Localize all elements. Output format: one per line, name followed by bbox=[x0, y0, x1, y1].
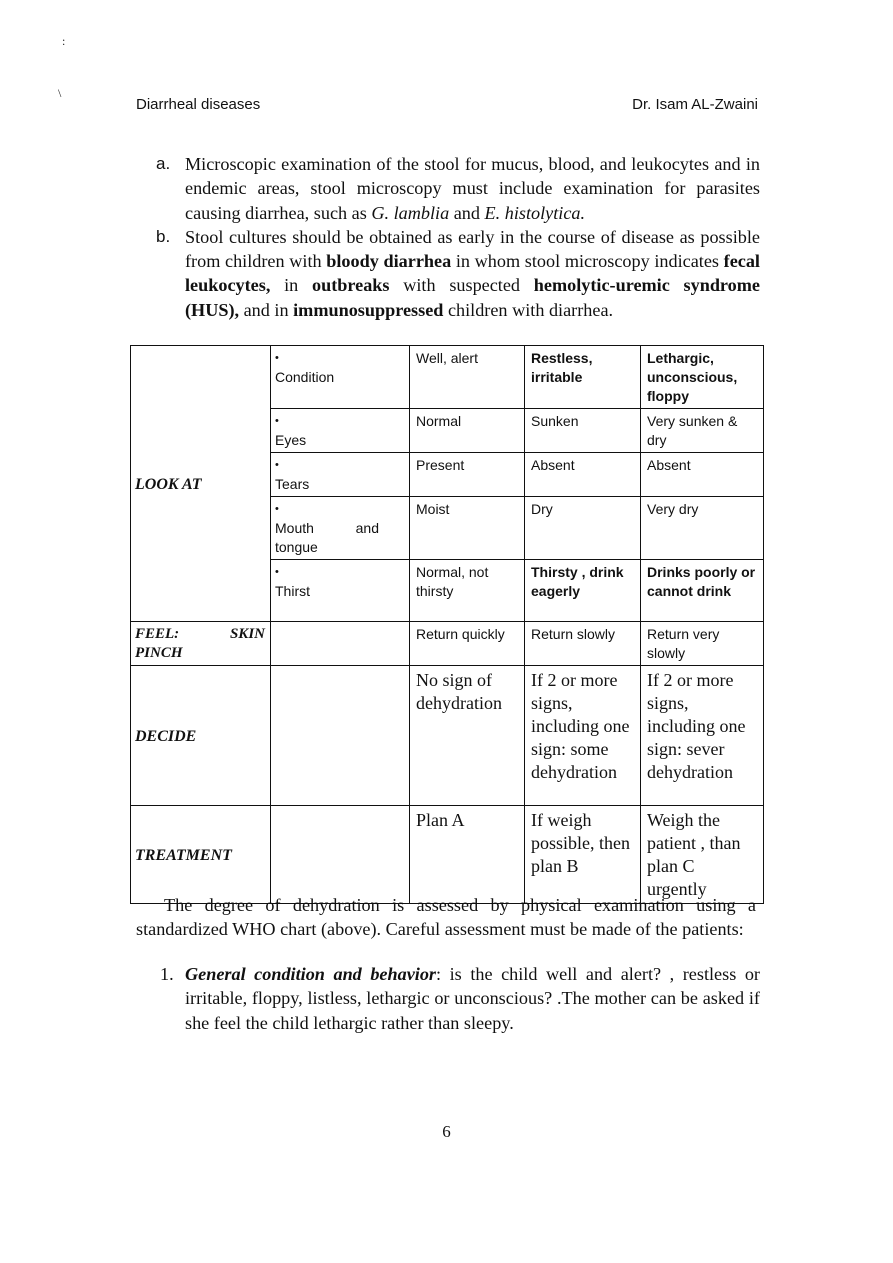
table-cell: Dry bbox=[525, 497, 641, 560]
list-item-label: a. bbox=[156, 154, 171, 173]
table-cell: Thirsty , drink eagerly bbox=[525, 560, 641, 622]
text-segment: hemolytic-uremic syndrome (HUS), bbox=[185, 275, 760, 320]
table-cell: Normal, not thirsty bbox=[410, 560, 525, 622]
table-cell: Normal bbox=[410, 409, 525, 453]
header-title: Diarrheal diseases bbox=[136, 96, 261, 113]
dehydration-assessment-table bbox=[130, 345, 764, 904]
list-item-text bbox=[185, 154, 760, 223]
table-cell: Weigh the patient , than plan C urgently bbox=[641, 806, 764, 904]
page-number: 6 bbox=[442, 1122, 451, 1141]
table-cell: If 2 or more signs, including one sign: some dehydration bbox=[525, 666, 641, 806]
bullet-icon: • bbox=[275, 352, 279, 364]
table-cell: Return slowly bbox=[525, 622, 641, 666]
text-segment: E. histolytica. bbox=[484, 202, 586, 223]
text-segment: outbreaks bbox=[312, 275, 390, 296]
table-row bbox=[131, 346, 764, 409]
text-segment: immunosuppressed bbox=[293, 299, 444, 320]
table-cell-empty bbox=[271, 806, 410, 904]
table-cell: Well, alert bbox=[410, 346, 525, 409]
sign-cell-thirst: •Thirst bbox=[271, 560, 410, 622]
table-cell: Very dry bbox=[641, 497, 764, 560]
text-segment: fecal leukocytes, bbox=[185, 251, 760, 296]
page-mark-left: \ bbox=[58, 86, 62, 100]
text-segment: in bbox=[270, 275, 313, 296]
table-cell: Sunken bbox=[525, 409, 641, 453]
assessment-list bbox=[150, 962, 760, 1035]
text-segment: with suspected bbox=[389, 275, 534, 296]
table-cell-empty bbox=[271, 666, 410, 806]
row-header-treatment: TREATMENT bbox=[131, 806, 271, 904]
table-row bbox=[131, 666, 764, 806]
table-cell: Drinks poorly or cannot drink bbox=[641, 560, 764, 622]
page-mark-top: : bbox=[62, 34, 66, 48]
table-cell: Moist bbox=[410, 497, 525, 560]
table-cell: Absent bbox=[525, 453, 641, 497]
list-item bbox=[150, 152, 760, 225]
stool-tests-list bbox=[150, 152, 760, 322]
table-cell: Plan A bbox=[410, 806, 525, 904]
text-segment: Microscopic examination of the stool for mucus, blood, and leukocytes and in endemic areas, stool microscopy must include examination for parasites causing diarrhea, such as bbox=[185, 154, 760, 223]
sign-cell-tears: •Tears bbox=[271, 453, 410, 497]
list-item-text bbox=[185, 964, 760, 1033]
text-segment: General condition and behavior bbox=[185, 964, 437, 984]
text-segment: in whom stool microscopy indicates bbox=[451, 251, 724, 272]
assessment-paragraph: The degree of dehydration is assessed by physical examination using a standardized WHO chart (above). Careful assessment must be made of the patients: bbox=[136, 895, 756, 940]
bullet-icon: • bbox=[275, 459, 279, 471]
table-cell: Present bbox=[410, 453, 525, 497]
text-segment: : is the child well and alert? , restless or irritable, floppy, listless, lethargic or unconscious? .The mother can be asked if she feel the child lethargic rather than sleepy. bbox=[185, 964, 760, 1033]
table-cell: Return very slowly bbox=[641, 622, 764, 666]
text-segment: Stool cultures should be obtained as early in the course of disease as possible from children with bbox=[185, 226, 760, 272]
text-segment: and bbox=[449, 202, 485, 223]
text-segment: bloody diarrhea bbox=[326, 251, 452, 272]
list-item-label: 1. bbox=[160, 964, 174, 984]
table-cell: Absent bbox=[641, 453, 764, 497]
table-cell: Restless, irritable bbox=[525, 346, 641, 409]
row-header-look-at: LOOK AT bbox=[131, 346, 271, 622]
table-cell: Return quickly bbox=[410, 622, 525, 666]
text-segment: children with diarrhea. bbox=[443, 299, 614, 320]
table-cell: Lethargic, unconscious, floppy bbox=[641, 346, 764, 409]
sign-cell-eyes: •Eyes bbox=[271, 409, 410, 453]
table-cell-empty bbox=[271, 622, 410, 666]
sign-cell-mouth: •Mouth and tongue bbox=[271, 497, 410, 560]
table-row bbox=[131, 622, 764, 666]
table-cell: If weigh possible, then plan B bbox=[525, 806, 641, 904]
table-cell: Very sunken & dry bbox=[641, 409, 764, 453]
list-item-label: b. bbox=[156, 226, 171, 246]
bullet-icon: • bbox=[275, 415, 279, 427]
sign-cell-condition: •Condition bbox=[271, 346, 410, 409]
table-row bbox=[131, 806, 764, 904]
list-item-text bbox=[185, 227, 760, 320]
list-item bbox=[150, 225, 760, 322]
row-header-feel: FEEL: SKIN PINCH bbox=[131, 622, 271, 666]
text-segment: G. lamblia bbox=[371, 202, 450, 223]
header-author: Dr. Isam AL-Zwaini bbox=[632, 96, 758, 113]
row-header-decide: DECIDE bbox=[131, 666, 271, 806]
table-cell: If 2 or more signs, including one sign: sever dehydration bbox=[641, 666, 764, 806]
list-item bbox=[150, 962, 760, 1035]
text-segment: and in bbox=[239, 299, 294, 320]
table-cell: No sign of dehydration bbox=[410, 666, 525, 806]
bullet-icon: • bbox=[275, 503, 279, 515]
bullet-icon: • bbox=[275, 566, 279, 578]
